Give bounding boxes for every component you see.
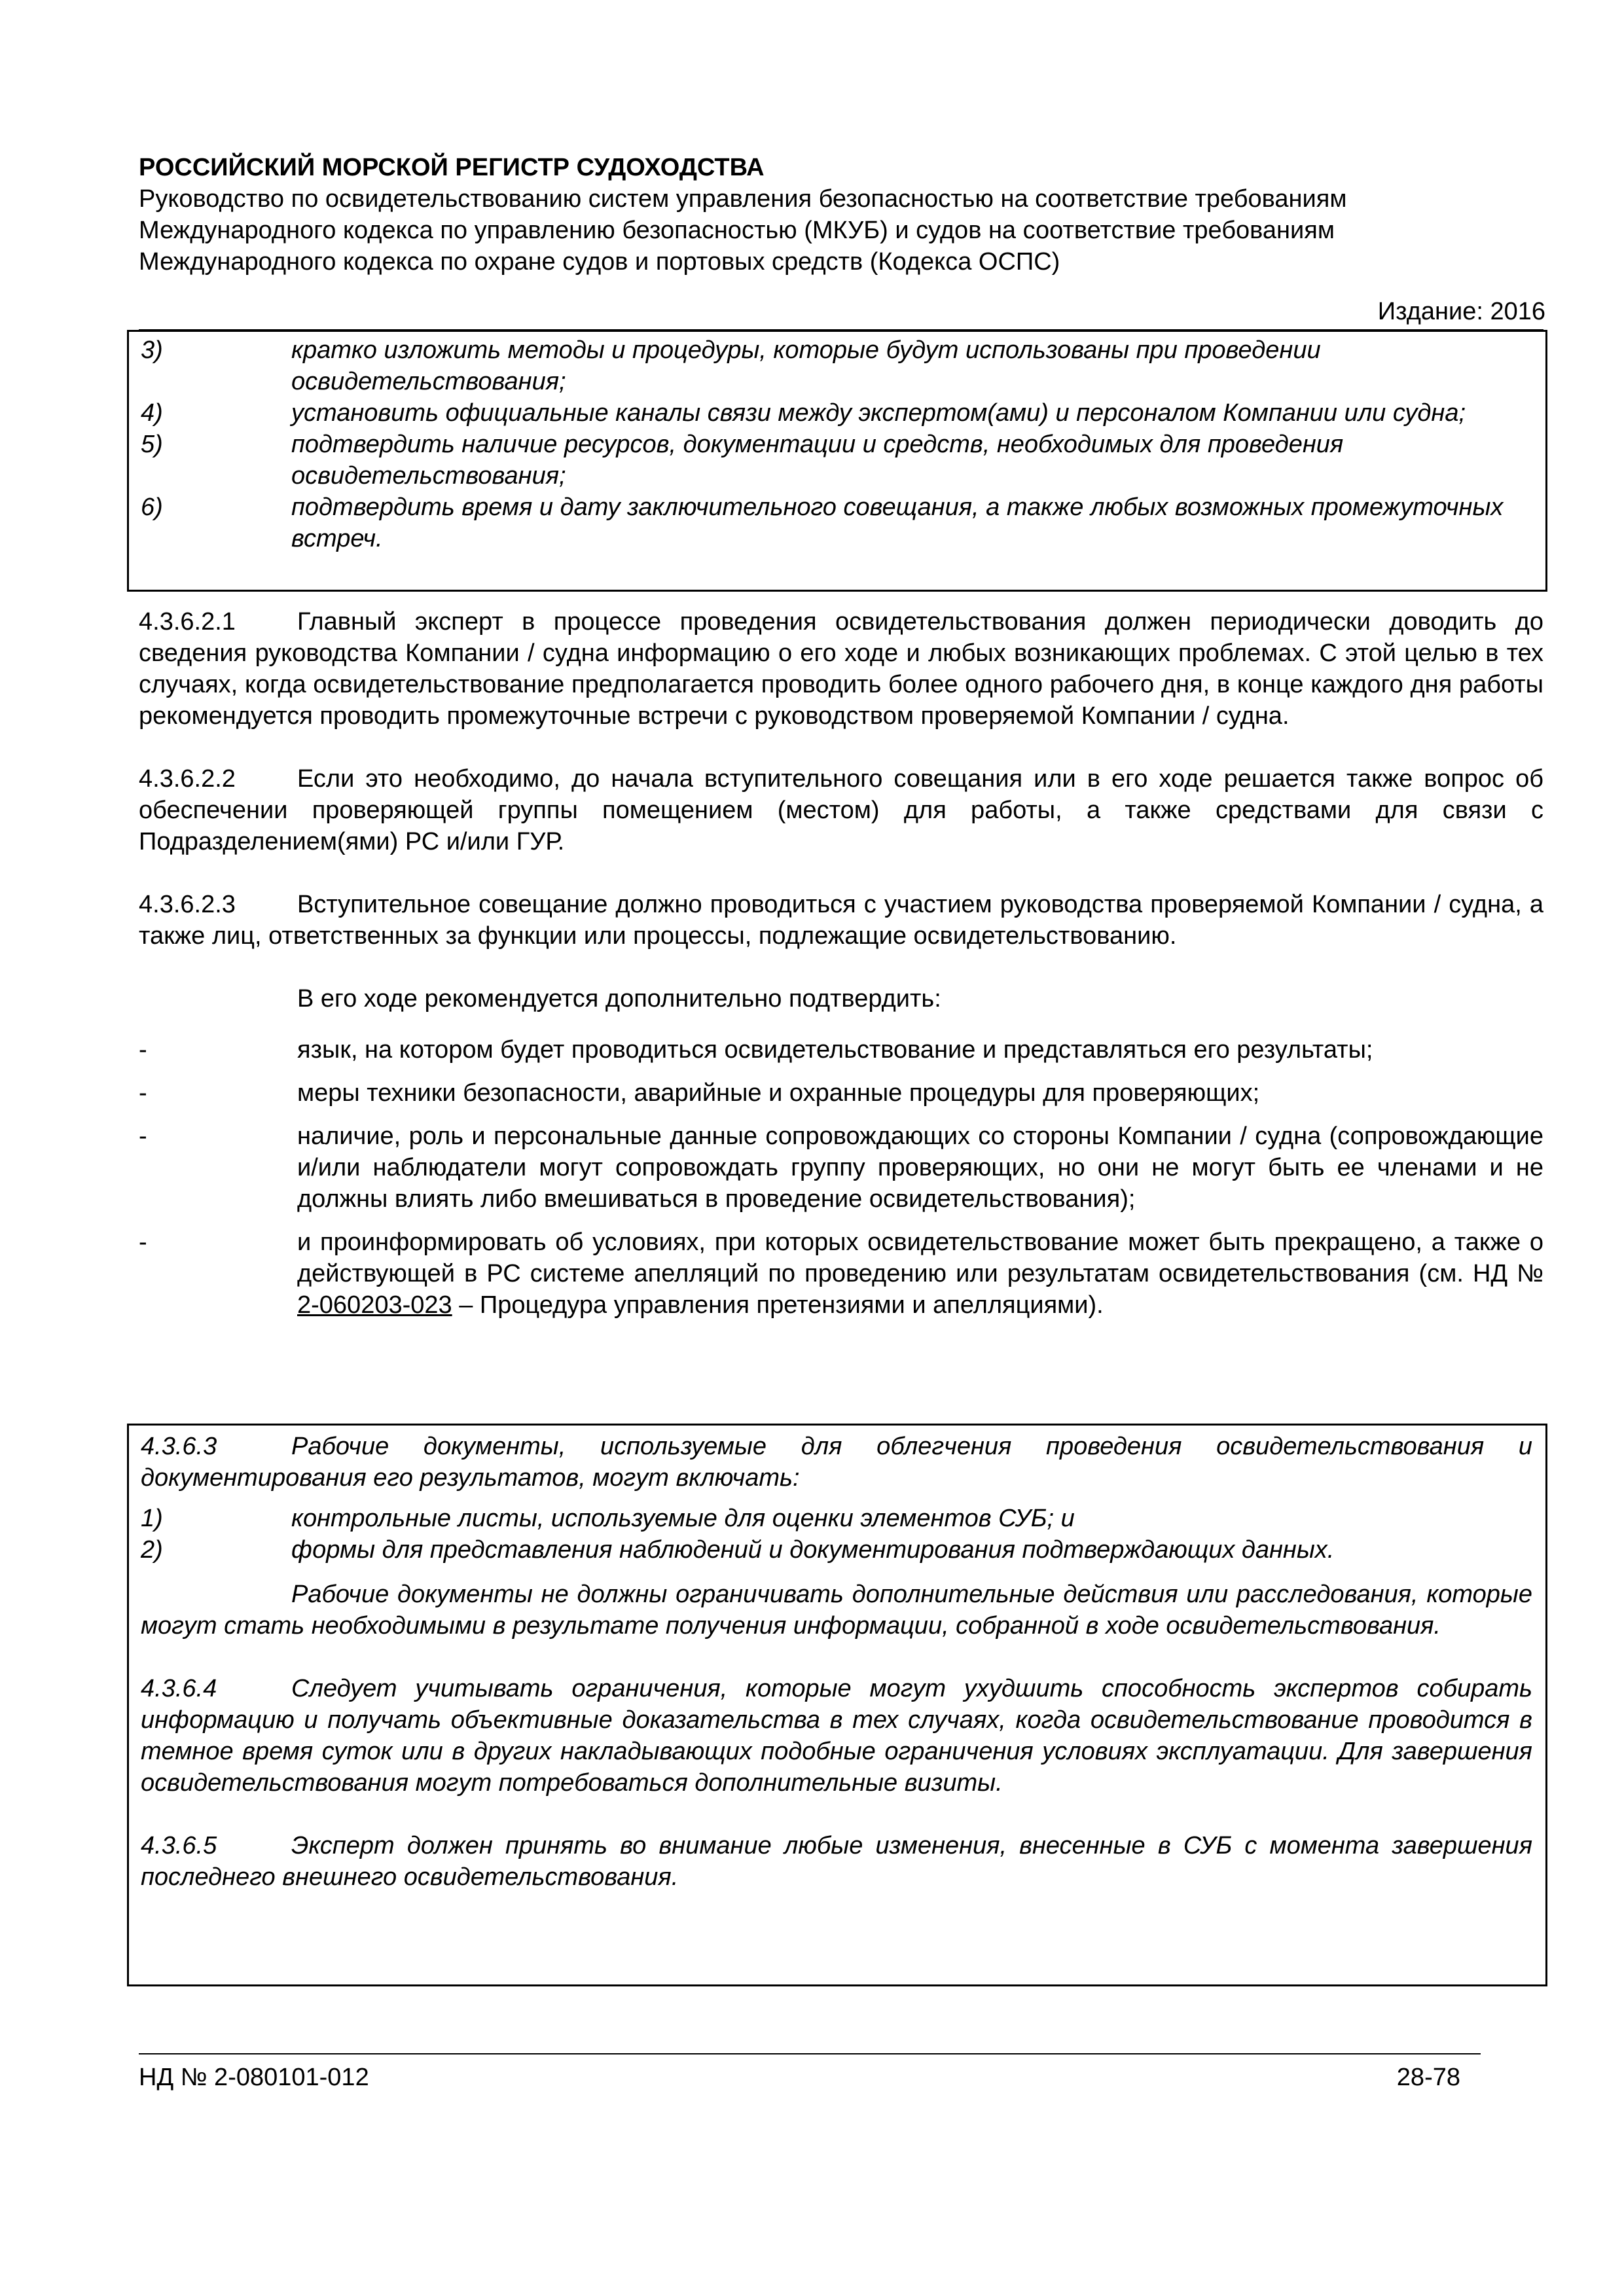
list-item-text: контрольные листы, используемые для оценки элементов СУБ; и (291, 1505, 1075, 1532)
spacer (141, 1641, 1532, 1673)
boxed-section-block (127, 1424, 1547, 1986)
footer-document-number: НД № 2-080101-012 (139, 2064, 369, 2091)
spacer (139, 1014, 1543, 1034)
bullet-text: меры техники безопасности, аварийные и охранные процедуры для проверяющих; (297, 1079, 1260, 1107)
list-item (141, 1503, 1532, 1534)
list-item-text: кратко изложить методы и процедуры, которые будут использованы при проведении освидетельствования; (291, 336, 1321, 395)
paragraph-4-3-6-4 (141, 1673, 1532, 1799)
paragraph-number: 4.3.6.5 (141, 1832, 217, 1859)
bullet-item (139, 1034, 1543, 1066)
paragraph-text: Вступительное совещание должно проводиться с участием руководства проверяемой Компании / судна, а также лиц, ответственных за функции или процессы, подлежащие освидетельствованию. (139, 891, 1543, 950)
paragraph-4-3-6-2-3 (139, 889, 1543, 952)
paragraph-4-3-6-5 (141, 1830, 1532, 1893)
list-item-number: 3) (141, 336, 163, 364)
paragraph-text: Главный эксперт в процессе проведения освидетельствования должен периодически доводить до сведения руководства Компании / судна информацию о его ходе и любых возникающих проблемах. С этой целью в тех случаях, когда освидетельствование предполагается проводить более одного рабочего дня, в конце каждого дня работы рекомендуется проводить промежуточные встречи с руководством проверяемой Компании / судна. (139, 608, 1543, 730)
document-title-line: Международного кодекса по управлению безопасностью (МКУБ) и судов на соответствие требованиям (139, 217, 1335, 244)
spacer (141, 1799, 1532, 1830)
bullet-item (139, 1227, 1543, 1321)
paragraph-number: 4.3.6.2.2 (139, 765, 236, 793)
boxed-list-block (127, 330, 1547, 592)
footer-page-number: 28-78 (1396, 2064, 1460, 2091)
list-item-text: формы для представления наблюдений и документирования подтверждающих данных. (291, 1536, 1335, 1564)
list-item-number: 1) (141, 1505, 163, 1532)
list-item (141, 397, 1532, 429)
paragraph-number: 4.3.6.2.1 (139, 608, 236, 636)
list-item-number: 5) (141, 431, 163, 458)
spacer (141, 1566, 1532, 1579)
spacer (139, 952, 1543, 983)
footer-divider (139, 2053, 1481, 2054)
document-title (139, 183, 1546, 278)
bullet-dash: - (139, 1229, 147, 1256)
list-item (141, 492, 1532, 554)
organization-name: РОССИЙСКИЙ МОРСКОЙ РЕГИСТР СУДОХОДСТВА (139, 154, 765, 181)
bullet-dash: - (139, 1122, 147, 1150)
bullet-text-part: и проинформировать об условиях, при которых освидетельствование может быть прекращено, а также о действующей в РС системе апелляций по проведению или результатам освидетельствования (см. НД № (297, 1229, 1543, 1287)
paragraph-number: 4.3.6.4 (141, 1675, 217, 1702)
bullet-dash: - (139, 1036, 147, 1064)
page-header (139, 152, 1546, 278)
list-item-text: установить официальные каналы связи между экспертом(ами) и персоналом Компании или судна; (291, 399, 1466, 427)
bullet-dash: - (139, 1079, 147, 1107)
bullet-text: язык, на котором будет проводиться освидетельствование и представляться его результаты; (297, 1036, 1373, 1064)
list-item-number: 2) (141, 1536, 163, 1564)
list-item-number: 6) (141, 493, 163, 521)
paragraph-number: 4.3.6.3 (141, 1433, 217, 1460)
paragraph-4-3-6-2-2 (139, 763, 1543, 857)
paragraph-text: Эксперт должен принять во внимание любые изменения, внесенные в СУБ с момента завершения последнего внешнего освидетельствования. (141, 1832, 1532, 1891)
spacer (139, 857, 1543, 889)
bullet-text: наличие, роль и персональные данные сопровождающих со стороны Компании / судна (сопровождающие и/или наблюдатели могут сопровождать группу проверяющих, но они не могут быть ее членами и не должны влиять либо вмешиваться в проведение освидетельствования); (297, 1122, 1543, 1213)
paragraph-number: 4.3.6.2.3 (139, 891, 236, 918)
spacer (139, 732, 1543, 763)
paragraph-note: Рабочие документы не должны ограничивать дополнительные действия или расследования, которые могут стать необходимыми в результате получения информации, собранной в ходе освидетельствования. (141, 1581, 1532, 1640)
body-section (139, 606, 1543, 1333)
list-item-number: 4) (141, 399, 163, 427)
paragraph-text: Следует учитывать ограничения, которые могут ухудшить способность экспертов собирать информацию и получать объективные доказательства в тех случаях, когда освидетельствование проводится в темное время суток или в других накладывающих подобные ограничения условиях эксплуатации. Для завершения освидетельствования могут потребоваться дополнительные визиты. (141, 1675, 1532, 1797)
document-reference-link[interactable]: 2-060203-023 (297, 1291, 452, 1319)
list-item (141, 334, 1532, 397)
paragraph-text: Рабочие документы, используемые для облегчения проведения освидетельствования и документирования его результатов, могут включать: (141, 1433, 1532, 1492)
bullet-text (297, 1227, 1543, 1321)
document-title-line: Руководство по освидетельствованию систем управления безопасностью на соответствие требованиям (139, 185, 1347, 213)
edition-label: Издание: 2016 (1377, 298, 1545, 325)
paragraph-4-3-6-3 (141, 1431, 1532, 1494)
bullet-item (139, 1077, 1543, 1109)
paragraph-4-3-6-2-1 (139, 606, 1543, 732)
document-title-line: Международного кодекса по охране судов и портовых средств (Кодекса ОСПС) (139, 248, 1060, 276)
list-item (141, 429, 1532, 492)
list-item (141, 1534, 1532, 1566)
list-item-text: подтвердить наличие ресурсов, документации и средств, необходимых для проведения освидетельствования; (291, 431, 1344, 490)
paragraph-subtext: В его ходе рекомендуется дополнительно подтвердить: (297, 985, 941, 1013)
spacer (141, 1494, 1532, 1503)
list-item-text: подтвердить время и дату заключительного совещания, а также любых возможных промежуточных встреч. (291, 493, 1504, 552)
paragraph-text: Если это необходимо, до начала вступительного совещания или в его ходе решается также вопрос об обеспечении проверяющей группы помещением (местом) для работы, а также средствами для связи с Подразделением(ями) РС и/или ГУР. (139, 765, 1543, 855)
bullet-item (139, 1121, 1543, 1215)
bullet-text-part: – Процедура управления претензиями и апелляциями). (452, 1291, 1104, 1319)
